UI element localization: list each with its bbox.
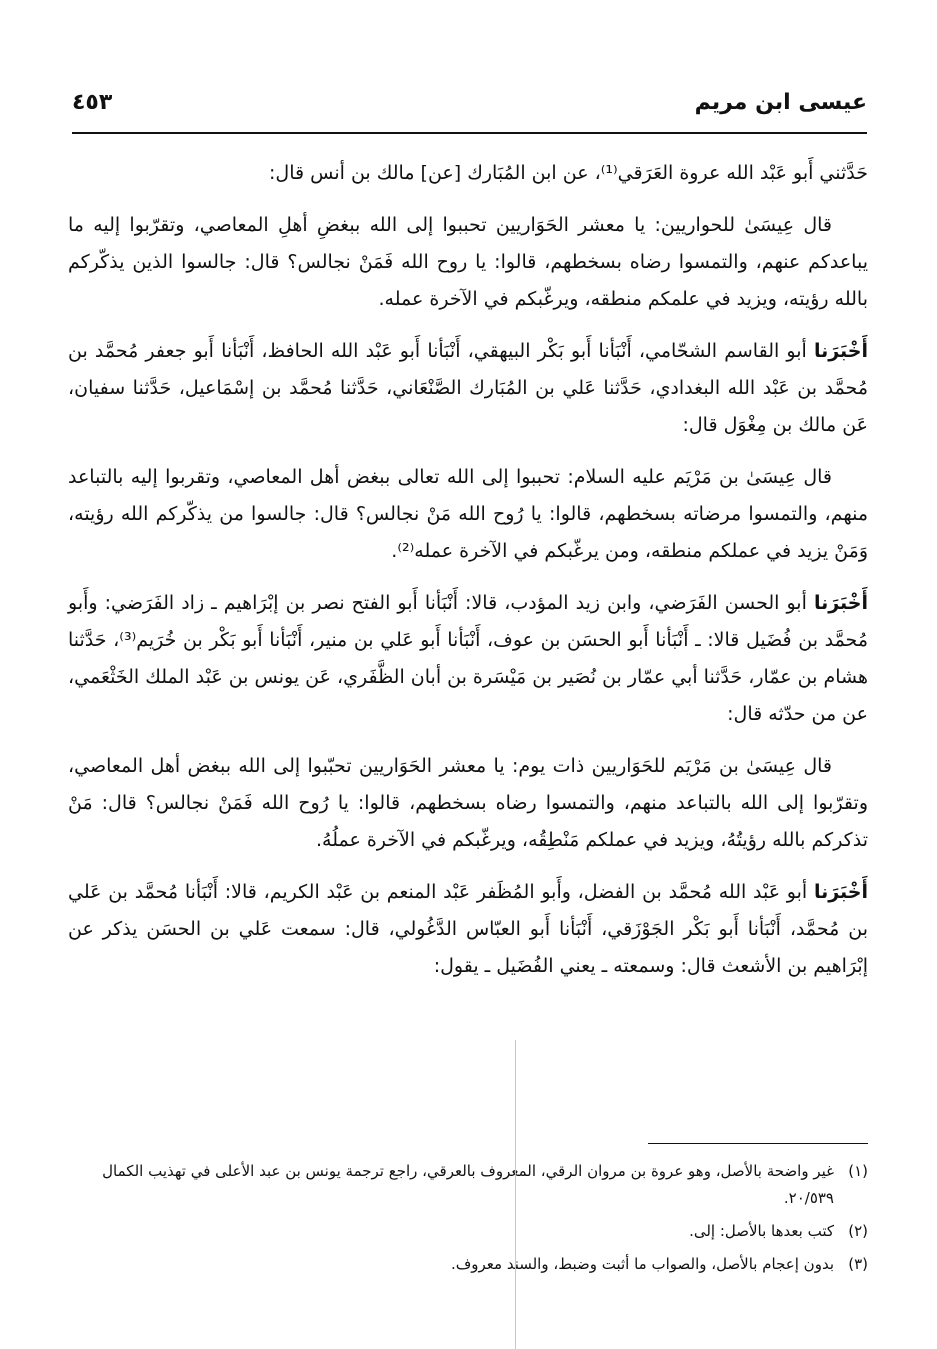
paragraph [68,874,868,985]
footnote [68,1251,868,1278]
paragraph [68,155,868,192]
footnote-text: بدون إعجام بالأصل، والصواب ما أثبت وضبط، والسند معروف. [450,1255,834,1273]
paragraph [68,207,868,318]
paragraph-lead: أَخْبَرَنا [813,881,868,903]
page-header [72,88,867,134]
running-title: عيسى ابن مريم [694,90,867,115]
paragraph [68,459,868,570]
footnote-text: كتب بعدها بالأصل: إلى. [689,1222,834,1240]
paragraph [68,333,868,444]
paragraph-text: قال عِيسَىٰ بن مَرْيَم للحَوَاريين ذات يوم: يا معشر الحَوَاريين تحبّبوا إلى الله ببغض أهل المعاصي، وتقرّبوا إلى الله بالتباعد منهم، والتمسوا رضاه بسخطهم، قالوا: يا رُوح الله فَمَنْ نجالس؟ قال: مَنْ تذكركم بالله رؤيتُهُ، ويزيد في عملكم مَنْطِقُه، ويرغّبكم في الآخرة عملُهُ. [68,755,868,851]
page-number: ٤٥٣ [72,90,113,115]
footnote-text: غير واضحة بالأصل، وهو عروة بن مروان الرقي، المعروف بالعرقي، راجع ترجمة يونس بن عبد الأعلى في تهذيب الكمال ٢٠/٥٣٩. [102,1162,834,1207]
paragraph [68,748,868,859]
footnote-number: (٢) [848,1222,868,1240]
footnote-number: (٣) [848,1255,868,1273]
paragraph [68,585,868,733]
scan-fold-line [515,1040,516,1349]
paragraph-text: أبو عَبْد الله مُحمَّد بن الفضل، وأَبو المُظَفر عَبْد المنعم بن عَبْد الكريم، قالا: أَنْبَأنا مُحمَّد بن عَلي بن مُحمَّد، أَنْبَأنا أَبو بَكْر الجَوْزَقي، أَنْبَأنا أَبو العبّاس الدَّغُولي، قال: سمعت عَلي بن الحسَن يذكر عن إبْرَاهيم بن الأشعث قال: وسمعته ـ يعني الفُضَيل ـ يقول: [68,881,868,977]
footnote [68,1158,868,1212]
paragraph-text: قال عِيسَىٰ للحواريين: يا معشر الحَوَاريين تحببوا إلى الله ببغضِ أهلِ المعاصي، وتقرّبوا إليه ما يباعدكم عنهم، والتمسوا رضاه بسخطهم، قالوا: يا روح الله فَمَنْ نجالس؟ قال: جالسوا الذين يذكّركم بالله رؤيته، ويزيد في علمكم منطقه، ويرغّبكم في الآخرة عمله. [68,214,868,310]
paragraph-text: قال عِيسَىٰ بن مَرْيَم عليه السلام: تحببوا إلى الله تعالى ببغض أهل المعاصي، وتقربوا إليه بالتباعد منهم، والتمسوا مرضاته بسخطهم، قالوا: يا رُوح الله مَنْ نجالس؟ قال: جالسوا من يذكّركم الله رؤيته، وَمَنْ يزيد في عملكم منطقه، ومن يرغّبكم في الآخرة عمله⁽²⁾. [68,466,868,562]
paragraph-text: حَدَّثني أَبو عَبْد الله عروة العَرَقي⁽¹⁾، عن ابن المُبَارك [عن] مالك بن أنس قال: [269,162,868,184]
footnote-number: (١) [848,1162,868,1180]
main-text [68,155,868,1125]
paragraph-lead: أَخْبَرَنا [813,592,868,614]
footnote [68,1218,868,1245]
paragraph-text: أبو الحسن الفَرَضي، وابن زيد المؤدب، قالا: أَنْبَأنا أَبو الفتح نصر بن إبْرَاهيم ـ زاد الفَرَضي: وأَبو مُحمَّد بن فُضَيل قالا: ـ أَنْبَأنا أَبو الحسَن بن عوف، أَنْبَأنا أَبو عَلي بن منير، أَنْبَأنا أَبو بَكْر بن خُرَيم⁽³⁾، حَدَّثنا هشام بن عمّار، حَدَّثنا أبي عمّار بن نُصَير بن مَيْسَرة بن أبان الظَّفَري، عَن يونس بن عَبْد الملك الخَثْعَمي، عن من حدّثه قال: [68,592,868,725]
footnote-separator [648,1143,868,1144]
footnotes [68,1158,868,1308]
paragraph-text: أبو القاسم الشحّامي، أَنْبَأنا أَبو بَكْر البيهقي، أَنْبَأنا أَبو عَبْد الله الحافظ، أَنْبَأنا أَبو جعفر مُحمَّد بن مُحمَّد بن عَبْد الله البغدادي، حَدَّثنا عَلي بن المُبَارك الصَّنْعَاني، حَدَّثنا مُحمَّد بن إسْمَاعيل، حَدَّثنا سفيان، عَن مالك بن مِغْوَل قال: [68,340,868,436]
paragraph-lead: أَخْبَرَنا [813,340,868,362]
